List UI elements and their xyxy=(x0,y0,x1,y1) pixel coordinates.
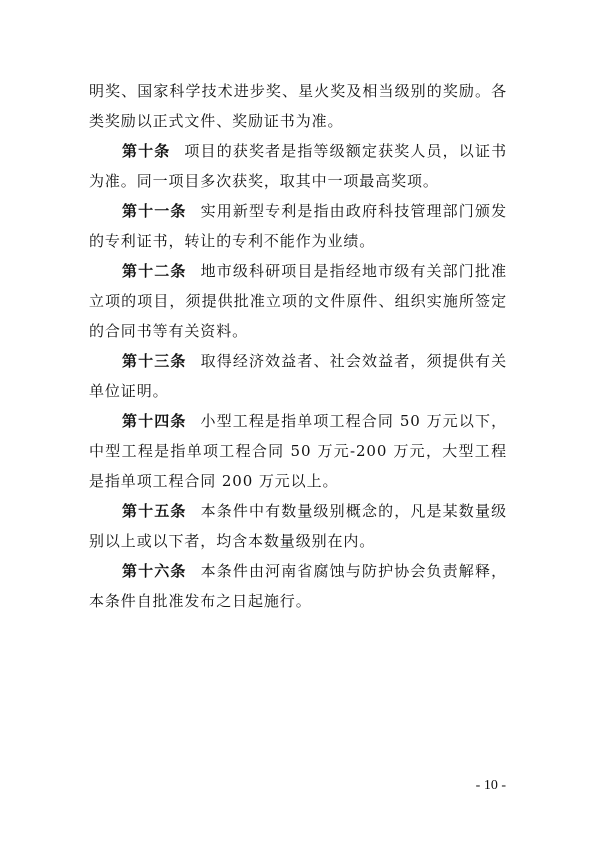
article-number: 第十二条 xyxy=(122,262,187,280)
article-number: 第十条 xyxy=(122,142,171,160)
article-number: 第十四条 xyxy=(122,412,187,430)
article-number: 第十六条 xyxy=(122,562,187,580)
article-number: 第十五条 xyxy=(122,502,187,520)
page-number: - 10 - xyxy=(475,778,506,793)
article-text: 本条件中有数量级别概念的，凡是某数量级别以上或以下者，均含本数量级别在内。 xyxy=(89,502,507,550)
article-text: 本条件由河南省腐蚀与防护协会负责解释，本条件自批准发布之日起施行。 xyxy=(89,562,507,610)
article-number: 第十三条 xyxy=(122,352,187,370)
document-body xyxy=(89,76,507,616)
article-number: 第十一条 xyxy=(122,202,187,220)
article-text: 取得经济效益者、社会效益者，须提供有关单位证明。 xyxy=(89,352,507,400)
article-13 xyxy=(89,346,507,406)
article-10 xyxy=(89,136,507,196)
article-text: 项目的获奖者是指等级额定获奖人员，以证书为准。同一项目多次获奖，取其中一项最高奖项。 xyxy=(89,142,507,190)
article-text: 地市级科研项目是指经地市级有关部门批准立项的项目，须提供批准立项的文件原件、组织实施所签定的合同书等有关资料。 xyxy=(89,262,507,340)
article-12 xyxy=(89,256,507,346)
article-15 xyxy=(89,496,507,556)
article-text: 小型工程是指单项工程合同 50 万元以下，中型工程是指单项工程合同 50 万元-200 万元，大型工程是指单项工程合同 200 万元以上。 xyxy=(89,412,507,490)
paragraph-text: 明奖、国家科学技术进步奖、星火奖及相当级别的奖励。各类奖励以正式文件、奖励证书为准。 xyxy=(89,82,507,130)
article-16 xyxy=(89,556,507,616)
article-11 xyxy=(89,196,507,256)
article-14 xyxy=(89,406,507,496)
paragraph-continuation xyxy=(89,76,507,136)
article-text: 实用新型专利是指由政府科技管理部门颁发的专利证书，转让的专利不能作为业绩。 xyxy=(89,202,507,250)
